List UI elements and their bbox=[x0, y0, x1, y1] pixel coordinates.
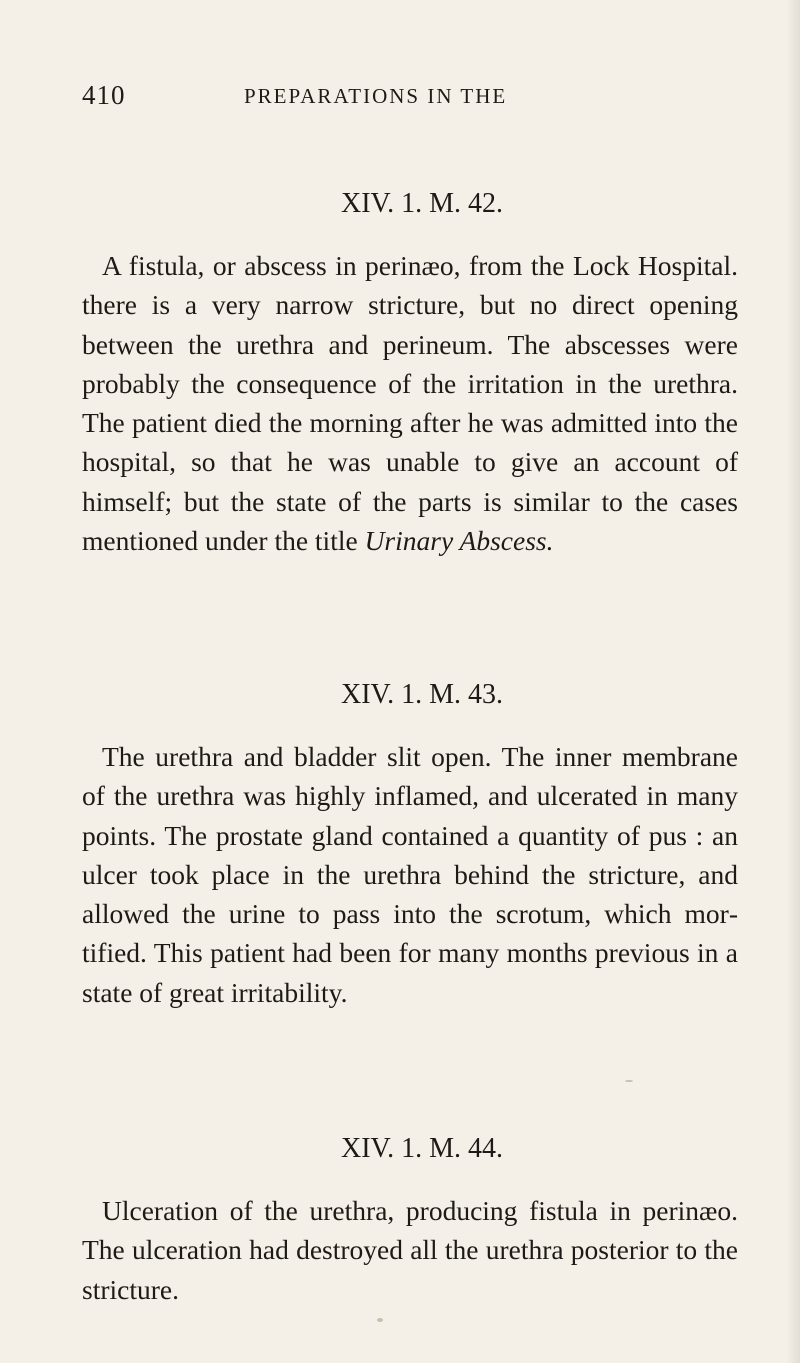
page-number: 410 bbox=[82, 80, 126, 110]
entry-text: A fistula, or abscess in perinæo, from the Lock Hospital. there is a very narrow stricture, but no direct opening between the urethra and perineum. The abscesses were probably the consequence of the irritation in the urethra. The patient died the morning after he was admitted into the hospital, so that he was unable to give an account of himself; but the state of the parts is similar to the cases mentioned under the title bbox=[82, 250, 738, 557]
entry-heading: XIV. 1. M. 43. bbox=[340, 679, 504, 710]
paper-speck bbox=[625, 1080, 633, 1082]
catalogue-entry bbox=[82, 679, 738, 1012]
paper-speck bbox=[377, 1318, 383, 1322]
running-title: PREPARATIONS IN THE bbox=[244, 84, 508, 108]
entry-heading: XIV. 1. M. 42. bbox=[340, 188, 504, 219]
entry-heading: XIV. 1. M. 44. bbox=[340, 1133, 504, 1164]
catalogue-entry bbox=[82, 1133, 738, 1309]
page-edge-shadow bbox=[786, 0, 800, 1363]
entry-italic-title: Urinary Abscess. bbox=[364, 525, 554, 557]
running-head bbox=[82, 80, 722, 120]
entry-description: Ulceration of the urethra, producing fistula in perinæo. The ulceration had destroyed all the urethra posterior to the stricture. bbox=[82, 1195, 738, 1305]
entry-description: The urethra and bladder slit open. The inner membrane of the urethra was highly inflamed, and ulcerated in many points. The prostate gland contained a quantity of pus : an ulcer took place in the urethra behind the stricture, and allowed the urine to pass into the scrotum, which mortified. This patient had been for many months previous in a state of great irritability. bbox=[82, 741, 738, 1008]
catalogue-entry bbox=[82, 188, 738, 560]
entry-description bbox=[82, 246, 738, 560]
